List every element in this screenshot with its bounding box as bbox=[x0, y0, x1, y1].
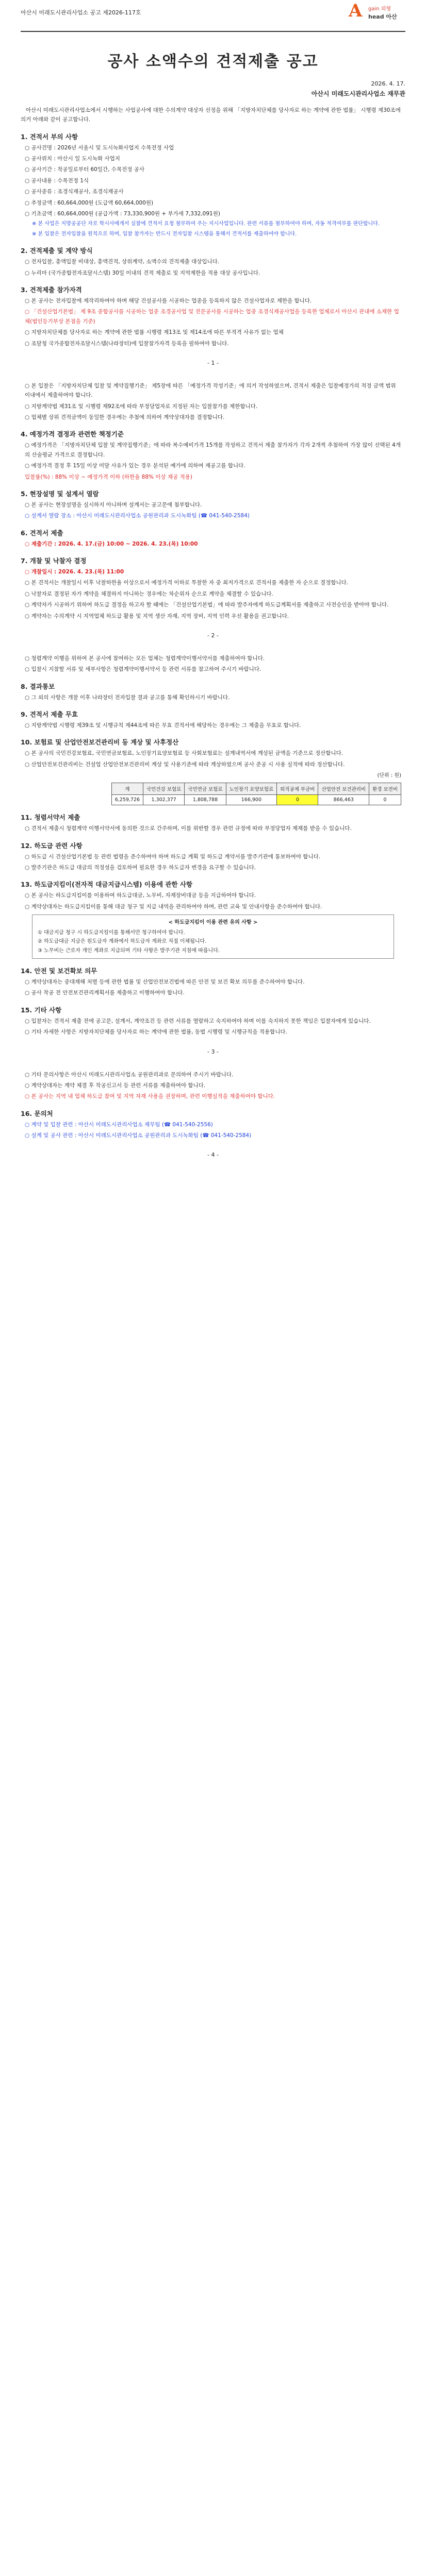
table-header: 국민건강 보험료 bbox=[143, 783, 185, 795]
issuing-organization: 아산시 미래도시관리사업소 재무관 bbox=[311, 90, 405, 97]
section-line: ○ 입찰자는 견적서 제출 전에 공고문, 설계서, 계약조건 등 관련 서류를 열람하고 숙지하여야 하며 이를 숙지하지 못한 책임은 입찰자에게 있습니다. bbox=[25, 1018, 371, 1024]
table-cell: 166,900 bbox=[226, 795, 277, 805]
section-line: ○ 예정가격 결정 후 15일 이상 미달 사유가 있는 경우 분석된 예가에 의하여 재공고를 합니다. bbox=[25, 463, 245, 469]
section-line-highlight: ○ 본 공사는 지역 내 업체 하도급 참여 및 지역 자재 사용을 권장하며, 관련 이행실적을 제출하여야 합니다. bbox=[25, 1093, 275, 1100]
insurance-cost-table bbox=[111, 783, 401, 805]
notice-reference: 아산시 미래도시관리사업소 공고 제2026-117호 bbox=[21, 9, 141, 16]
section-line: ○ 그 외의 사항은 개찰 이후 나라장터 전자입찰 결과 공고를 통해 확인하시기 바랍니다. bbox=[25, 694, 230, 701]
table-header: 산업안전 보건관리비 bbox=[318, 783, 369, 795]
section-title: 4. 예정가격 결정과 관련한 책정기준 bbox=[21, 430, 124, 438]
section-line: ○ 예정가격은 「지방자치단체 입찰 및 계약집행기준」에 따라 복수예비가격 15개를 작성하고 견적서 제출 참가자가 각자 2개씩 추첨하여 가장 많이 선택된 4개의 산술평균 가격으로 결정합니다. bbox=[25, 442, 401, 458]
notice-box-line: ② 하도급대금 지급은 원도급자 계좌에서 하도급자 계좌로 직접 이체됩니다. bbox=[38, 939, 207, 945]
table-header-row bbox=[111, 783, 401, 795]
document-header bbox=[21, 0, 405, 32]
section-title: 13. 하도급지킴이(전자적 대금지급시스템) 이용에 관한 사항 bbox=[21, 880, 193, 889]
section-title: 15. 기타 사항 bbox=[21, 1006, 62, 1014]
section-line-highlight: ○ 「건설산업기본법」 제 9조 종합공사를 시공하는 업종 조경공사업 및 전문공사를 시공하는 업종 조경식재공사업을 등록한 업체로서 아산시 관내에 소재한 업체(법인등기부상 본점을 기준) bbox=[25, 309, 399, 325]
section-line: ○ 기초금액 : 60,664,000원 (공급가액 : 73,330,900원 + 부가세 7,332,091원) bbox=[25, 210, 220, 217]
logo-small-text: gain 외형 bbox=[368, 6, 391, 12]
notice-box bbox=[32, 914, 394, 959]
section-line: ○ 전자입찰, 총액입찰 비대상, 총액견적, 상위계약, 소액수의 견적제출 대상입니다. bbox=[25, 259, 220, 265]
asan-logo bbox=[349, 2, 405, 26]
section-line: ○ 하도급 시 건설산업기본법 등 관련 법령을 준수하여야 하며 하도급 계획 및 하도급 계약서를 발주기관에 통보하여야 합니다. bbox=[25, 853, 321, 860]
contact-line: ○ 설계 및 공사 관련 : 아산시 미래도시관리사업소 공원관리과 도시녹화팀 (☎ 041-540-2584) bbox=[25, 1132, 252, 1139]
section-line: ○ 조달청 국가종합전자조달시스템(나라장터)에 입찰참가자격 등록을 필하여야 합니다. bbox=[25, 340, 229, 347]
section-line: ○ 업체별 상위 견적금액이 동일한 경우에는 추첨에 의하여 계약상대자를 결정합니다. bbox=[25, 414, 225, 421]
page-number: - 4 - bbox=[207, 1151, 219, 1159]
document-date: 2026. 4. 17. bbox=[371, 80, 405, 87]
section-line: ○ 공사기간 : 착공일로부터 60일간, 수목전정 공사 bbox=[25, 166, 144, 173]
table-cell: 6,259,726 bbox=[111, 795, 143, 805]
section-note: ※ 본 입찰은 전자입찰을 원칙으로 하며, 입찰 참가자는 반드시 전자입찰 시스템을 통해서 견적서를 제출하여야 합니다. bbox=[32, 231, 297, 237]
page-number: - 3 - bbox=[207, 1048, 219, 1055]
table-unit: (단위 : 원) bbox=[377, 773, 401, 779]
section-title: 5. 현장설명 및 설계서 열람 bbox=[21, 489, 99, 498]
section-line: ○ 계약상대자는 중대재해 처벌 등에 관한 법률 및 산업안전보건법에 따른 안전 및 보건 확보 의무를 준수하여야 합니다. bbox=[25, 979, 305, 986]
table-header: 퇴직공제 부금비 bbox=[277, 783, 318, 795]
page-number: - 1 - bbox=[207, 359, 219, 366]
table-header: 국민연금 보험료 bbox=[185, 783, 226, 795]
section-line: ○ 지방계약법 제31조 및 시행령 제92조에 따라 부정당업자로 지정된 자는 입찰참가를 제한합니다. bbox=[25, 403, 258, 410]
notice-box-line: ③ 노무비는 근로자 개인 계좌로 지급되며 기타 사항은 발주기관 지침에 따릅니다. bbox=[38, 947, 220, 954]
logo-main-text: head 아산 bbox=[368, 13, 397, 20]
table-cell: 1,808,788 bbox=[185, 795, 226, 805]
notice-box-line: ① 대금지급 청구 시 하도급지킴이를 통해서만 청구하여야 합니다. bbox=[38, 929, 185, 936]
contact-line: ○ 계약 및 입찰 관련 : 아산시 미래도시관리사업소 재무팀 (☎ 041-540-2556) bbox=[25, 1121, 213, 1128]
submission-period: ○ 제출기간 : 2026. 4. 17.(금) 10:00 ~ 2026. 4. 23.(목) 10:00 bbox=[25, 540, 198, 547]
section-line: ○ 추정금액 : 60,664,000원 (도급액 60,664,000원) bbox=[25, 199, 154, 206]
section-title: 11. 청렴서약서 제출 bbox=[21, 814, 80, 822]
table-row bbox=[111, 795, 401, 805]
table-cell: 0 bbox=[369, 795, 401, 805]
table-cell: 1,302,377 bbox=[143, 795, 185, 805]
bid-rate-line: 입찰률(%) : 88% 이상 ~ 예정가격 이하 (하한율 88% 이상 재공 적용) bbox=[25, 473, 192, 480]
table-cell-highlight: 0 bbox=[277, 795, 318, 805]
section-line: ○ 본 공사는 현장설명을 실시하지 아니하며 설계서는 공고문에 첨부합니다. bbox=[25, 501, 202, 508]
section-line: ○ 입찰시 지참할 서류 및 세부사항은 청렴계약이행서약서 등 관련 서류를 참고하여 주시기 바랍니다. bbox=[25, 666, 261, 673]
section-line: ○ 지방계약법 시행령 제39조 및 시행규칙 제44조에 따른 무효 견적서에 해당하는 경우에는 그 제출을 무효로 합니다. bbox=[25, 722, 301, 729]
section-line: ○ 계약상대자는 하도급지킴이를 통해 대금 청구 및 지급 내역을 관리하여야 하며, 관련 교육 및 안내사항을 준수하여야 합니다. bbox=[25, 903, 322, 910]
section-line: ○ 본 공사의 국민건강보험료, 국민연금보험료, 노인장기요양보험료 등 사회보험료는 설계내역서에 계상된 금액을 기준으로 정산합니다. bbox=[25, 750, 343, 757]
opening-datetime: ○ 개찰일시 : 2026. 4. 23.(목) 11:00 bbox=[25, 569, 124, 575]
section-title: 9. 견적서 제출 무효 bbox=[21, 710, 78, 719]
section-line: ○ 누리마 (국가종합전자조달시스템) 30일 이내의 견적 제출로 및 지역제한을 적용 대상 공사입니다. bbox=[25, 269, 260, 276]
section-title: 8. 결과통보 bbox=[21, 682, 55, 690]
table-header: 계 bbox=[111, 783, 143, 795]
page-number: - 2 - bbox=[207, 632, 219, 639]
section-title: 10. 보험료 및 산업안전보건관리비 등 계상 및 사후정산 bbox=[21, 738, 179, 747]
table-header: 환경 보전비 bbox=[369, 783, 401, 795]
document-page bbox=[0, 0, 426, 1158]
section-line: ○ 발주기관은 하도급 대금의 적정성을 검토하여 필요한 경우 하도급자 변경을 요구할 수 있습니다. bbox=[25, 864, 256, 871]
section-line: ○ 산업안전보건관리비는 건설업 산업안전보건관리비 계상 및 사용기준에 따라 계상하였으며 공사 준공 시 사용 실적에 따라 정산합니다. bbox=[25, 761, 345, 768]
section-line: ○ 계약자가 시공하기 위하여 하도급 결정을 하고자 할 때에는 「건설산업기본법」에 따라 발주자에게 하도급계획서를 제출하고 사전승인을 받아야 합니다. bbox=[25, 602, 389, 608]
section-line: ○ 기타 자세한 사항은 지방자치단체를 당사자로 하는 계약에 관한 법률, 동법 시행령 및 시행규칙을 적용합니다. bbox=[25, 1029, 287, 1036]
section-line: ○ 기타 문의사항은 아산시 미래도시관리사업소 공원관리과로 문의하여 주시기 바랍니다. bbox=[25, 1071, 234, 1078]
section-line: ○ 공사내용 : 수목전정 1식 bbox=[25, 177, 89, 184]
section-line: ○ 청렴계약 이행을 위하여 본 공사에 참여하는 모든 업체는 청렴계약이행서약서를 제출하여야 합니다. bbox=[25, 655, 265, 662]
notice-box-title: < 하도급지킴이 이용 관련 유의 사항 > bbox=[168, 920, 258, 926]
section-title: 1. 견적서 부의 사항 bbox=[21, 132, 78, 141]
section-line: ○ 계약자는 수의계약 시 지역업체 하도급 활용 및 지역 생산 자재, 지역 장비, 지역 인력 우선 활용을 권고합니다. bbox=[25, 613, 289, 619]
document-title: 공사 소액수의 견적제출 공고 bbox=[107, 53, 319, 71]
section-line: ○ 계약상대자는 계약 체결 후 착공신고서 등 관련 서류를 제출하여야 합니다. bbox=[25, 1082, 206, 1089]
section-line: ○ 견적서 제출시 청렴계약 이행서약서에 동의한 것으로 간주하며, 이를 위반할 경우 관련 규정에 따라 부정당업자 제재를 받을 수 있습니다. bbox=[25, 825, 352, 832]
section-line: ○ 공사종류 : 조경식재공사, 조경식재공사 bbox=[25, 189, 124, 195]
section-title: 14. 안전 및 보건확보 의무 bbox=[21, 967, 97, 975]
section-line: ○ 지방자치단체를 당사자로 하는 계약에 관한 법률 시행령 제13조 및 제14조에 따른 부적격 사유가 없는 업체 bbox=[25, 329, 284, 336]
section-line: ○ 공사위치 : 아산시 일 도시녹화 사업지 bbox=[25, 156, 120, 162]
section-line: ○ 본 공사는 하도급지킴이를 이용하여 하도급대금, 노무비, 자재장비대금 등을 지급하여야 합니다. bbox=[25, 892, 256, 899]
intro-paragraph: 아산시 미래도시관리사업소에서 시행하는 사업공사에 대한 수의계약 대상자 선정을 위해 「지방자치단체를 당사자로 하는 계약에 관한 법률」 시행령 제30조에 의거 아래와 같이 공고합니다. bbox=[21, 107, 401, 123]
section-title: 16. 문의처 bbox=[21, 1109, 53, 1117]
section-line: ○ 본 입찰은 「지방자치단체 입찰 및 계약집행기준」 제5장에 따른 「예정가격 작성기준」에 의거 작성하였으며, 견적서 제출은 입찰예정가의 적정 금액 범위 이내에서 제출하여야 합니다. bbox=[25, 382, 396, 399]
table-header: 노인장기 요양보험료 bbox=[226, 783, 277, 795]
design-review-location: ○ 설계서 열람 장소 : 아산시 미래도시관리사업소 공원관리과 도시녹화팀 (☎ 041-540-2584) bbox=[25, 513, 250, 519]
logo-letter: A bbox=[349, 1, 363, 21]
section-title: 7. 개찰 및 낙찰자 결정 bbox=[21, 557, 87, 565]
section-line: ○ 본 공사는 전자입찰에 제작리하여야 하며 해당 건설공사를 시공하는 업종을 등록하지 않은 건설사업자로 제한을 합니다. bbox=[25, 298, 312, 304]
section-line: ○ 공사 착공 전 안전보건관리계획서를 제출하고 이행하여야 합니다. bbox=[25, 990, 185, 996]
section-line: ○ 공사건명 : 2026년 서울시 및 도시녹화사업지 수목전정 사업 bbox=[25, 144, 174, 151]
section-title: 2. 견적제출 및 계약 방식 bbox=[21, 247, 93, 255]
table-cell: 866,463 bbox=[318, 795, 369, 805]
section-title: 6. 견적서 제출 bbox=[21, 529, 63, 537]
section-title: 3. 견적제출 참가자격 bbox=[21, 286, 82, 294]
section-note: ※ 본 사업은 지방공공단 자로 학시사에게서 실찰에 견적서 요청 첨부하여 주는 지시사업입니다. 관련 서류를 첨부하여야 하며, 자동 적격여부를 판단합니다. bbox=[32, 221, 380, 227]
section-title: 12. 하도급 관련 사항 bbox=[21, 841, 83, 850]
section-line: ○ 본 견적서는 개찰일시 이후 낙찰하한율 이상으로서 예정가격 이하로 투찰한 자 중 최저가격으로 견적서를 제출한 자 순으로 결정합니다. bbox=[25, 580, 349, 586]
section-line: ○ 낙찰자로 결정된 자가 계약을 체결하지 아니하는 경우에는 차순위자 순으로 계약을 체결할 수 있습니다. bbox=[25, 590, 273, 597]
